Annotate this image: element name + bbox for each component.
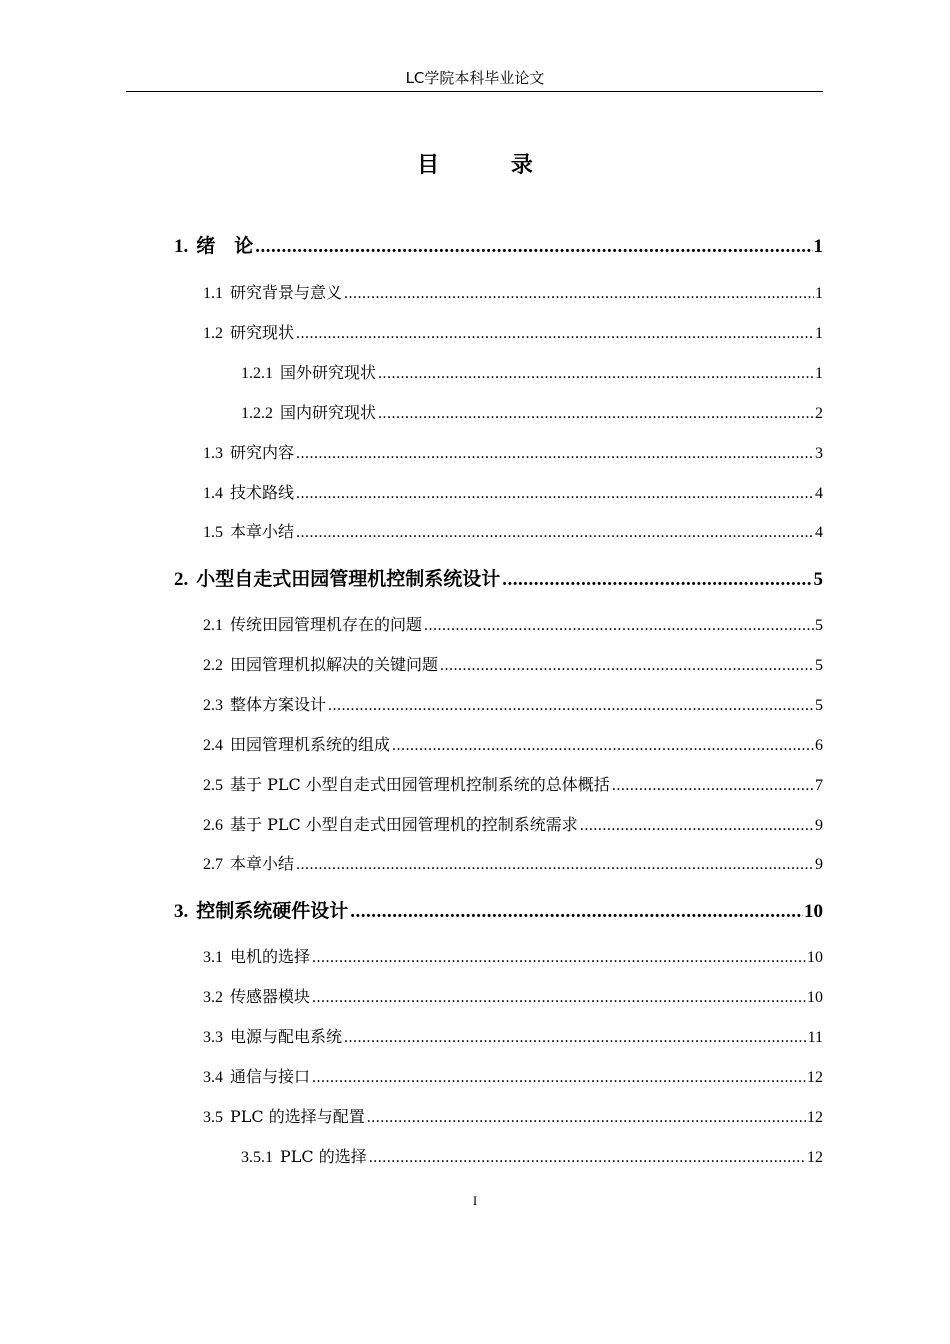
toc-entry-text: 本章小结 [230, 854, 295, 873]
toc-entry-1-2-2[interactable] [241, 402, 823, 425]
toc-entry-page: 7 [815, 777, 823, 794]
toc-entry-number: 1.4 [203, 485, 223, 502]
toc-leader-dots [424, 615, 814, 637]
toc-entry-number: 1.3 [203, 445, 223, 462]
toc-leader-dots [344, 283, 814, 305]
toc-entry-number: 2.5 [203, 777, 223, 794]
toc-entry-number: 2.7 [203, 856, 223, 873]
toc-entry-number: 3.3 [203, 1029, 223, 1046]
toc-entry-page: 5 [815, 657, 823, 674]
toc-leader-dots [392, 735, 814, 757]
toc-entry-page: 6 [815, 737, 823, 754]
toc-entry-page: 5 [813, 569, 823, 590]
toc-leader-dots [296, 483, 814, 505]
toc-entry-2-7[interactable] [203, 853, 823, 876]
toc-leader-dots [350, 899, 803, 925]
toc-entry-number: 1.2.2 [241, 405, 273, 422]
toc-leader-dots [312, 987, 806, 1009]
toc-leader-dots [296, 522, 814, 544]
toc-title: 目 录 [417, 153, 565, 178]
toc-entry-page: 11 [807, 1029, 823, 1046]
toc-entry-page: 2 [815, 405, 823, 422]
toc-entry-page: 1 [815, 365, 823, 382]
toc-entry-number: 1.2 [203, 325, 223, 342]
toc-entry-3-5[interactable] [203, 1106, 823, 1129]
toc-entry-number: 3.5.1 [241, 1149, 273, 1166]
toc-leader-dots [580, 815, 814, 837]
toc-entry-number: 2.6 [203, 817, 223, 834]
toc-entry-number: 2.2 [203, 657, 223, 674]
toc-entry-page: 10 [807, 989, 823, 1006]
toc-entry-page: 9 [815, 856, 823, 873]
toc-entry-text: 电源与配电系统 [230, 1027, 343, 1046]
toc-entry-text: 技术路线 [230, 483, 295, 502]
toc-entry-chapter-3[interactable] [174, 898, 823, 925]
toc-leader-dots [612, 775, 814, 797]
toc-entry-page: 12 [807, 1149, 823, 1166]
toc-entry-text: 本章小结 [230, 522, 295, 541]
running-header: LC学院本科毕业论文 [405, 69, 545, 87]
toc-entry-page: 1 [813, 236, 823, 257]
toc-entry-2-3[interactable] [203, 694, 823, 717]
toc-leader-dots [378, 363, 814, 385]
toc-entry-text: 基于 PLC 小型自走式田园管理机的控制系统需求 [230, 815, 578, 834]
header-rule [126, 91, 823, 92]
toc-entry-text: 研究内容 [230, 443, 295, 462]
toc-entry-text: PLC 的选择与配置 [230, 1107, 365, 1126]
toc-entry-text: 基于 PLC 小型自走式田园管理机控制系统的总体概括 [230, 775, 610, 794]
toc-entry-number: 1.1 [203, 285, 223, 302]
toc-leader-dots [296, 323, 814, 345]
toc-entry-page: 1 [815, 325, 823, 342]
toc-entry-number: 1. [174, 236, 189, 257]
toc-entry-3-1[interactable] [203, 946, 823, 969]
toc-entry-number: 3.2 [203, 989, 223, 1006]
toc-entry-chapter-2[interactable] [174, 566, 823, 593]
toc-entry-page: 5 [815, 697, 823, 714]
toc-entry-text: 整体方案设计 [230, 695, 327, 714]
toc-entry-page: 10 [804, 901, 823, 922]
toc-entry-number: 3.1 [203, 949, 223, 966]
toc-entry-text: 田园管理机拟解决的关键问题 [230, 655, 439, 674]
toc-entry-page: 5 [815, 617, 823, 634]
toc-entry-page: 3 [815, 445, 823, 462]
toc-leader-dots [440, 655, 814, 677]
toc-entry-text: 国内研究现状 [280, 403, 377, 422]
toc-entry-page: 12 [807, 1109, 823, 1126]
toc-entry-number: 3.4 [203, 1069, 223, 1086]
toc-leader-dots [367, 1107, 806, 1129]
toc-leader-dots [312, 1067, 806, 1089]
toc-entry-text: 研究背景与意义 [230, 283, 343, 302]
toc-entry-text: 国外研究现状 [280, 363, 377, 382]
toc-entry-3-4[interactable] [203, 1066, 823, 1089]
toc-entry-text: PLC 的选择 [280, 1147, 367, 1166]
toc-leader-dots [328, 695, 814, 717]
toc-entry-text: 电机的选择 [230, 947, 311, 966]
toc-entry-3-5-1[interactable] [241, 1146, 823, 1169]
toc-leader-dots [502, 567, 812, 593]
toc-entry-page: 1 [815, 285, 823, 302]
toc-entry-2-6[interactable] [203, 814, 823, 837]
toc-entry-text: 控制系统硬件设计 [196, 900, 349, 922]
toc-entry-text: 研究现状 [230, 323, 295, 342]
toc-entry-1-4[interactable] [203, 482, 823, 505]
toc-entry-text: 绪 论 [196, 235, 254, 257]
toc-entry-1-1[interactable] [203, 282, 823, 305]
toc-leader-dots [296, 443, 814, 465]
toc-entry-text: 传统田园管理机存在的问题 [230, 615, 423, 634]
toc-entry-number: 2.3 [203, 697, 223, 714]
toc-leader-dots [344, 1027, 807, 1049]
toc-leader-dots [378, 403, 814, 425]
toc-entry-page: 4 [815, 485, 823, 502]
toc-entry-number: 2. [174, 569, 189, 590]
toc-entry-number: 2.4 [203, 737, 223, 754]
toc-entry-1-2[interactable] [203, 322, 823, 345]
toc-entry-page: 9 [815, 817, 823, 834]
toc-entry-2-1[interactable] [203, 614, 823, 637]
toc-entry-text: 传感器模块 [230, 987, 311, 1006]
toc-entry-1-5[interactable] [203, 521, 823, 544]
toc-entry-page: 12 [807, 1069, 823, 1086]
toc-entry-number: 2.1 [203, 617, 223, 634]
toc-leader-dots [369, 1147, 806, 1169]
toc-entry-text: 小型自走式田园管理机控制系统设计 [196, 568, 501, 590]
toc-leader-dots [312, 947, 806, 969]
toc-entry-number: 1.2.1 [241, 365, 273, 382]
toc-leader-dots [296, 854, 814, 876]
toc-entry-1-3[interactable] [203, 442, 823, 465]
toc-entry-number: 3.5 [203, 1109, 223, 1126]
toc-entry-3-3[interactable] [203, 1026, 823, 1049]
toc-entry-chapter-1[interactable] [174, 233, 823, 260]
toc-entry-2-2[interactable] [203, 654, 823, 677]
toc-entry-text: 通信与接口 [230, 1067, 311, 1086]
toc-entry-number: 3. [174, 901, 189, 922]
toc-entry-3-2[interactable] [203, 986, 823, 1009]
toc-leader-dots [255, 234, 812, 260]
toc-entry-text: 田园管理机系统的组成 [230, 735, 391, 754]
toc-entry-1-2-1[interactable] [241, 362, 823, 385]
toc-entry-2-5[interactable] [203, 774, 823, 797]
toc-entry-2-4[interactable] [203, 734, 823, 757]
toc-entry-page: 4 [815, 524, 823, 541]
page-number: I [472, 1193, 478, 1208]
toc-entry-number: 1.5 [203, 524, 223, 541]
toc-entry-page: 10 [807, 949, 823, 966]
